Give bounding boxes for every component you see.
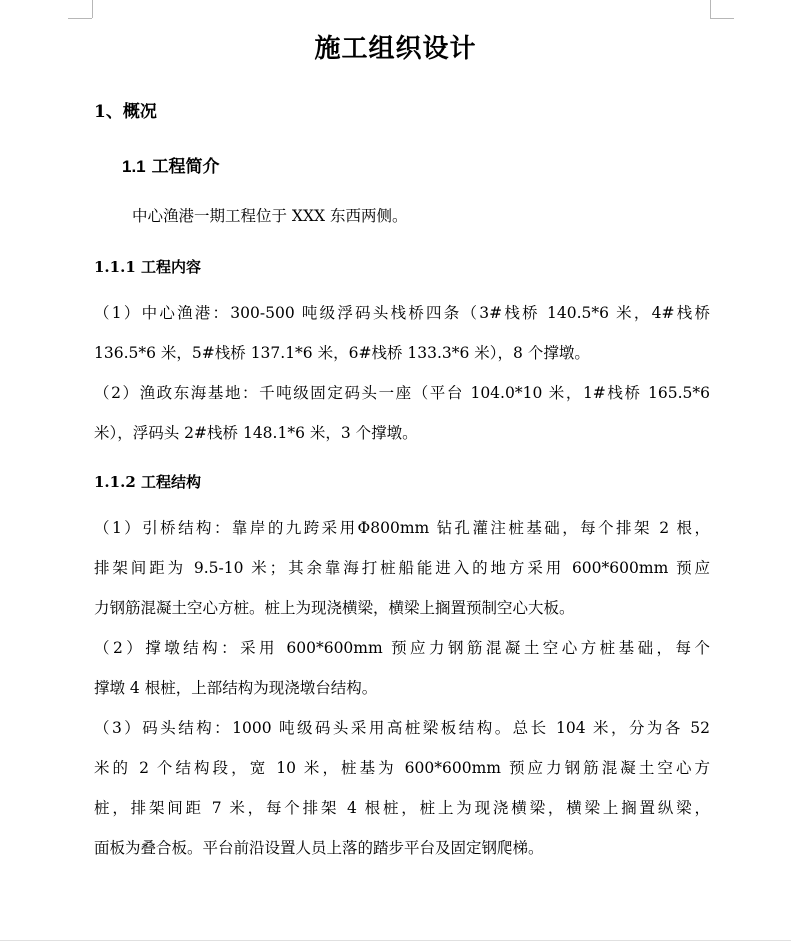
page-bottom-divider [0,940,791,941]
paragraph-line: （1）引桥结构：靠岸的九跨采用Φ800mm 钻孔灌注桩基础，每个排架 2 根， [94,519,710,537]
paragraph-line: 米的 2 个结构段，宽 10 米，桩基为 600*600mm 预应力钢筋混凝土空心方 [94,759,710,777]
paragraph-line: 中心渔港一期工程位于 XXX 东西两侧。 [132,207,408,225]
paragraph-line: 136.5*6 米，5#栈桥 137.1*6 米，6#栈桥 133.3*6 米），8 个撑墩。 [94,344,590,362]
paragraph-line: （2）渔政东海基地：千吨级固定码头一座（平台 104.0*10 米，1#栈桥 165.5*6 [94,384,710,402]
content-paragraph-2 [94,373,710,453]
heading-project-intro [122,152,220,177]
structure-paragraph-2 [94,628,710,708]
paragraph-line: 排架间距为 9.5-10 米；其余靠海打桩船能进入的地方采用 600*600mm 预应 [94,559,710,577]
crop-mark-top-left [92,0,93,18]
paragraph-line: （2）撑墩结构：采用 600*600mm 预应力钢筋混凝土空心方桩基础，每个 [94,639,710,657]
heading-number: 1.1 [122,157,146,176]
structure-paragraph-1 [94,508,710,628]
heading-project-content: 1.1.1 工程内容 [94,258,201,276]
paragraph-line: 撑墩 4 根桩，上部结构为现浇墩台结构。 [94,679,378,697]
paragraph-line: 面板为叠合板。平台前沿设置人员上落的踏步平台及固定钢爬梯。 [94,839,544,857]
heading-overview: 1、概况 [94,102,157,122]
crop-mark-top-left [68,18,92,19]
heading-project-structure: 1.1.2 工程结构 [94,473,201,491]
crop-mark-top-right [710,0,711,18]
document-title: 施工组织设计 [314,34,477,64]
paragraph-line: （3）码头结构：1000 吨级码头采用高桩梁板结构。总长 104 米，分为各 52 [94,719,710,737]
structure-paragraph-3 [94,708,710,868]
heading-text: 工程简介 [151,157,220,177]
paragraph-line: 桩，排架间距 7 米，每个排架 4 根桩，桩上为现浇横梁，横梁上搁置纵梁， [94,799,710,817]
intro-paragraph [94,196,710,236]
content-paragraph-1 [94,293,710,373]
paragraph-line: （1）中心渔港：300-500 吨级浮码头栈桥四条（3#栈桥 140.5*6 米，4#栈桥 [94,304,710,322]
crop-mark-top-right [710,18,734,19]
paragraph-line: 力钢筋混凝土空心方桩。桩上为现浇横梁，横梁上搁置预制空心大板。 [94,599,575,617]
paragraph-line: 米），浮码头 2#栈桥 148.1*6 米，3 个撑墩。 [94,424,418,442]
